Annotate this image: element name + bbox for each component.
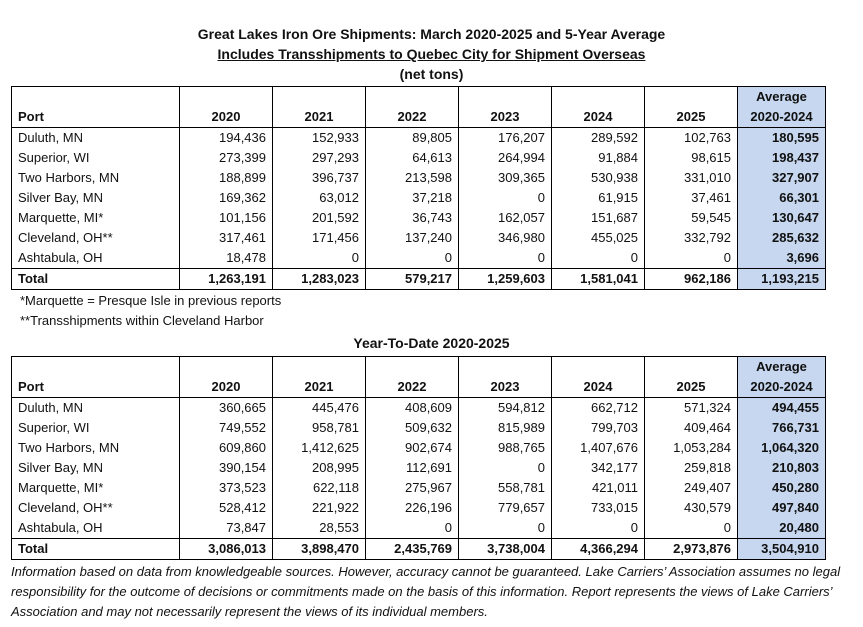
report-title: Great Lakes Iron Ore Shipments: March 2020-2025 and 5-Year Average [197,26,666,42]
year-column-header: 2021 [273,107,366,128]
tonnage-cell: 1,053,284 [645,438,738,458]
total-cell: 2,973,876 [645,539,738,560]
tonnage-cell: 171,456 [273,228,366,248]
tonnage-cell: 902,674 [366,438,459,458]
tonnage-cell: 91,884 [552,148,645,168]
tonnage-cell: 0 [366,518,459,539]
port-name-cell: Ashtabula, OH [12,248,180,269]
port-name-cell: Marquette, MI* [12,208,180,228]
port-column-header: Port [12,107,180,128]
tonnage-cell: 1,412,625 [273,438,366,458]
year-column-header: 2024 [552,377,645,398]
header-blank-cell [12,357,180,378]
tonnage-cell: 0 [459,458,552,478]
report-subtitle: Includes Transshipments to Quebec City for Shipment Overseas [217,46,646,62]
tonnage-cell: 289,592 [552,128,645,149]
total-row [12,539,826,560]
average-cell: 327,907 [738,168,826,188]
tonnage-cell: 609,860 [180,438,273,458]
tonnage-cell: 98,615 [645,148,738,168]
average-cell: 130,647 [738,208,826,228]
tonnage-cell: 528,412 [180,498,273,518]
average-period-header: 2020-2024 [738,107,826,128]
march-shipments-table [11,86,826,290]
table-row [12,168,826,188]
header-blank-cell [645,87,738,108]
tonnage-cell: 779,657 [459,498,552,518]
tonnage-cell: 152,933 [273,128,366,149]
average-cell: 66,301 [738,188,826,208]
tonnage-cell: 749,552 [180,418,273,438]
tonnage-cell: 208,995 [273,458,366,478]
total-cell: 3,086,013 [180,539,273,560]
tonnage-cell: 59,545 [645,208,738,228]
tonnage-cell: 455,025 [552,228,645,248]
total-average-cell: 1,193,215 [738,269,826,290]
table-row [12,148,826,168]
year-column-header: 2023 [459,107,552,128]
tonnage-cell: 137,240 [366,228,459,248]
year-column-header: 2022 [366,107,459,128]
table-row [12,208,826,228]
tonnage-cell: 249,407 [645,478,738,498]
footnote-marquette: *Marquette = Presque Isle in previous reports [20,293,282,308]
tonnage-cell: 37,461 [645,188,738,208]
tonnage-cell: 571,324 [645,398,738,419]
tonnage-cell: 73,847 [180,518,273,539]
tonnage-cell: 331,010 [645,168,738,188]
tonnage-cell: 226,196 [366,498,459,518]
average-cell: 497,840 [738,498,826,518]
tonnage-cell: 360,665 [180,398,273,419]
year-column-header: 2025 [645,377,738,398]
average-cell: 494,455 [738,398,826,419]
average-cell: 20,480 [738,518,826,539]
header-blank-cell [459,87,552,108]
total-cell: 1,581,041 [552,269,645,290]
header-row [12,377,826,398]
header-row [12,107,826,128]
footnote-cleveland: **Transshipments within Cleveland Harbor [20,313,264,328]
header-blank-cell [273,357,366,378]
tonnage-cell: 273,399 [180,148,273,168]
tonnage-cell: 0 [552,248,645,269]
port-name-cell: Marquette, MI* [12,478,180,498]
tonnage-cell: 101,156 [180,208,273,228]
tonnage-cell: 176,207 [459,128,552,149]
tonnage-cell: 18,478 [180,248,273,269]
tonnage-cell: 799,703 [552,418,645,438]
tonnage-cell: 194,436 [180,128,273,149]
tonnage-cell: 61,915 [552,188,645,208]
port-name-cell: Silver Bay, MN [12,188,180,208]
tonnage-cell: 0 [459,248,552,269]
tonnage-cell: 1,407,676 [552,438,645,458]
tonnage-cell: 509,632 [366,418,459,438]
tonnage-cell: 733,015 [552,498,645,518]
tonnage-cell: 988,765 [459,438,552,458]
total-cell: 3,738,004 [459,539,552,560]
tonnage-cell: 201,592 [273,208,366,228]
tonnage-cell: 162,057 [459,208,552,228]
tonnage-cell: 213,598 [366,168,459,188]
header-blank-cell [12,87,180,108]
port-column-header: Port [12,377,180,398]
tonnage-cell: 0 [273,248,366,269]
tonnage-cell: 408,609 [366,398,459,419]
year-column-header: 2023 [459,377,552,398]
total-cell: 962,186 [645,269,738,290]
total-cell: 1,259,603 [459,269,552,290]
port-name-cell: Two Harbors, MN [12,438,180,458]
tonnage-cell: 409,464 [645,418,738,438]
table-row [12,458,826,478]
tonnage-cell: 594,812 [459,398,552,419]
tonnage-cell: 188,899 [180,168,273,188]
tonnage-cell: 445,476 [273,398,366,419]
tonnage-cell: 396,737 [273,168,366,188]
table-row [12,248,826,269]
average-period-header: 2020-2024 [738,377,826,398]
tonnage-cell: 309,365 [459,168,552,188]
header-blank-cell [552,357,645,378]
table-row [12,498,826,518]
total-cell: 2,435,769 [366,539,459,560]
header-blank-cell [273,87,366,108]
port-name-cell: Silver Bay, MN [12,458,180,478]
tonnage-cell: 558,781 [459,478,552,498]
total-cell: 1,283,023 [273,269,366,290]
table-row [12,478,826,498]
tonnage-cell: 112,691 [366,458,459,478]
average-cell: 198,437 [738,148,826,168]
tonnage-cell: 662,712 [552,398,645,419]
table-row [12,438,826,458]
average-cell: 1,064,320 [738,438,826,458]
tonnage-cell: 259,818 [645,458,738,478]
average-cell: 450,280 [738,478,826,498]
total-cell: 579,217 [366,269,459,290]
tonnage-cell: 0 [645,518,738,539]
port-name-cell: Duluth, MN [12,128,180,149]
header-blank-cell [366,87,459,108]
header-row-top [12,357,826,378]
total-cell: 4,366,294 [552,539,645,560]
table-row [12,228,826,248]
total-row [12,269,826,290]
tonnage-cell: 373,523 [180,478,273,498]
tonnage-cell: 151,687 [552,208,645,228]
tonnage-cell: 221,922 [273,498,366,518]
tonnage-cell: 36,743 [366,208,459,228]
table-row [12,518,826,539]
tonnage-cell: 0 [645,248,738,269]
tonnage-cell: 264,994 [459,148,552,168]
total-cell: 1,263,191 [180,269,273,290]
ytd-section-title: Year-To-Date 2020-2025 [353,335,510,351]
year-column-header: 2020 [180,377,273,398]
tonnage-cell: 0 [366,248,459,269]
year-column-header: 2024 [552,107,645,128]
port-name-cell: Two Harbors, MN [12,168,180,188]
header-blank-cell [180,87,273,108]
tonnage-cell: 297,293 [273,148,366,168]
tonnage-cell: 275,967 [366,478,459,498]
average-cell: 285,632 [738,228,826,248]
header-blank-cell [552,87,645,108]
tonnage-cell: 342,177 [552,458,645,478]
header-blank-cell [459,357,552,378]
total-label-cell: Total [12,539,180,560]
tonnage-cell: 28,553 [273,518,366,539]
port-name-cell: Cleveland, OH** [12,228,180,248]
port-name-cell: Duluth, MN [12,398,180,419]
tonnage-cell: 0 [459,188,552,208]
tonnage-cell: 317,461 [180,228,273,248]
year-column-header: 2020 [180,107,273,128]
tonnage-cell: 63,012 [273,188,366,208]
tonnage-cell: 622,118 [273,478,366,498]
average-cell: 210,803 [738,458,826,478]
average-cell: 180,595 [738,128,826,149]
table-row [12,128,826,149]
header-blank-cell [180,357,273,378]
average-header-label: Average [738,87,826,108]
tonnage-cell: 530,938 [552,168,645,188]
tonnage-cell: 958,781 [273,418,366,438]
tonnage-cell: 421,011 [552,478,645,498]
average-cell: 3,696 [738,248,826,269]
table-row [12,188,826,208]
header-blank-cell [645,357,738,378]
tonnage-cell: 102,763 [645,128,738,149]
port-name-cell: Superior, WI [12,418,180,438]
tonnage-cell: 64,613 [366,148,459,168]
port-name-cell: Ashtabula, OH [12,518,180,539]
tonnage-cell: 430,579 [645,498,738,518]
average-cell: 766,731 [738,418,826,438]
tonnage-cell: 89,805 [366,128,459,149]
total-label-cell: Total [12,269,180,290]
year-column-header: 2021 [273,377,366,398]
tonnage-cell: 0 [552,518,645,539]
tonnage-cell: 37,218 [366,188,459,208]
total-cell: 3,898,470 [273,539,366,560]
total-average-cell: 3,504,910 [738,539,826,560]
table-row [12,418,826,438]
header-row-top [12,87,826,108]
disclaimer-text: Information based on data from knowledgeable sources. However, accuracy cannot be guaranteed. Lake Carriers’ Association assumes no legal responsibility for the outcome of decisions or commitments made on the basis of this information. Report represents the views of Lake Carriers’ Association and may not necessarily represent the views of its individual members. [11,564,841,619]
port-name-cell: Superior, WI [12,148,180,168]
tonnage-cell: 169,362 [180,188,273,208]
units-label: (net tons) [399,66,464,82]
average-header-label: Average [738,357,826,378]
tonnage-cell: 332,792 [645,228,738,248]
year-column-header: 2025 [645,107,738,128]
tonnage-cell: 346,980 [459,228,552,248]
year-column-header: 2022 [366,377,459,398]
tonnage-cell: 815,989 [459,418,552,438]
port-name-cell: Cleveland, OH** [12,498,180,518]
table-row [12,398,826,419]
tonnage-cell: 390,154 [180,458,273,478]
tonnage-cell: 0 [459,518,552,539]
ytd-shipments-table [11,356,826,560]
header-blank-cell [366,357,459,378]
